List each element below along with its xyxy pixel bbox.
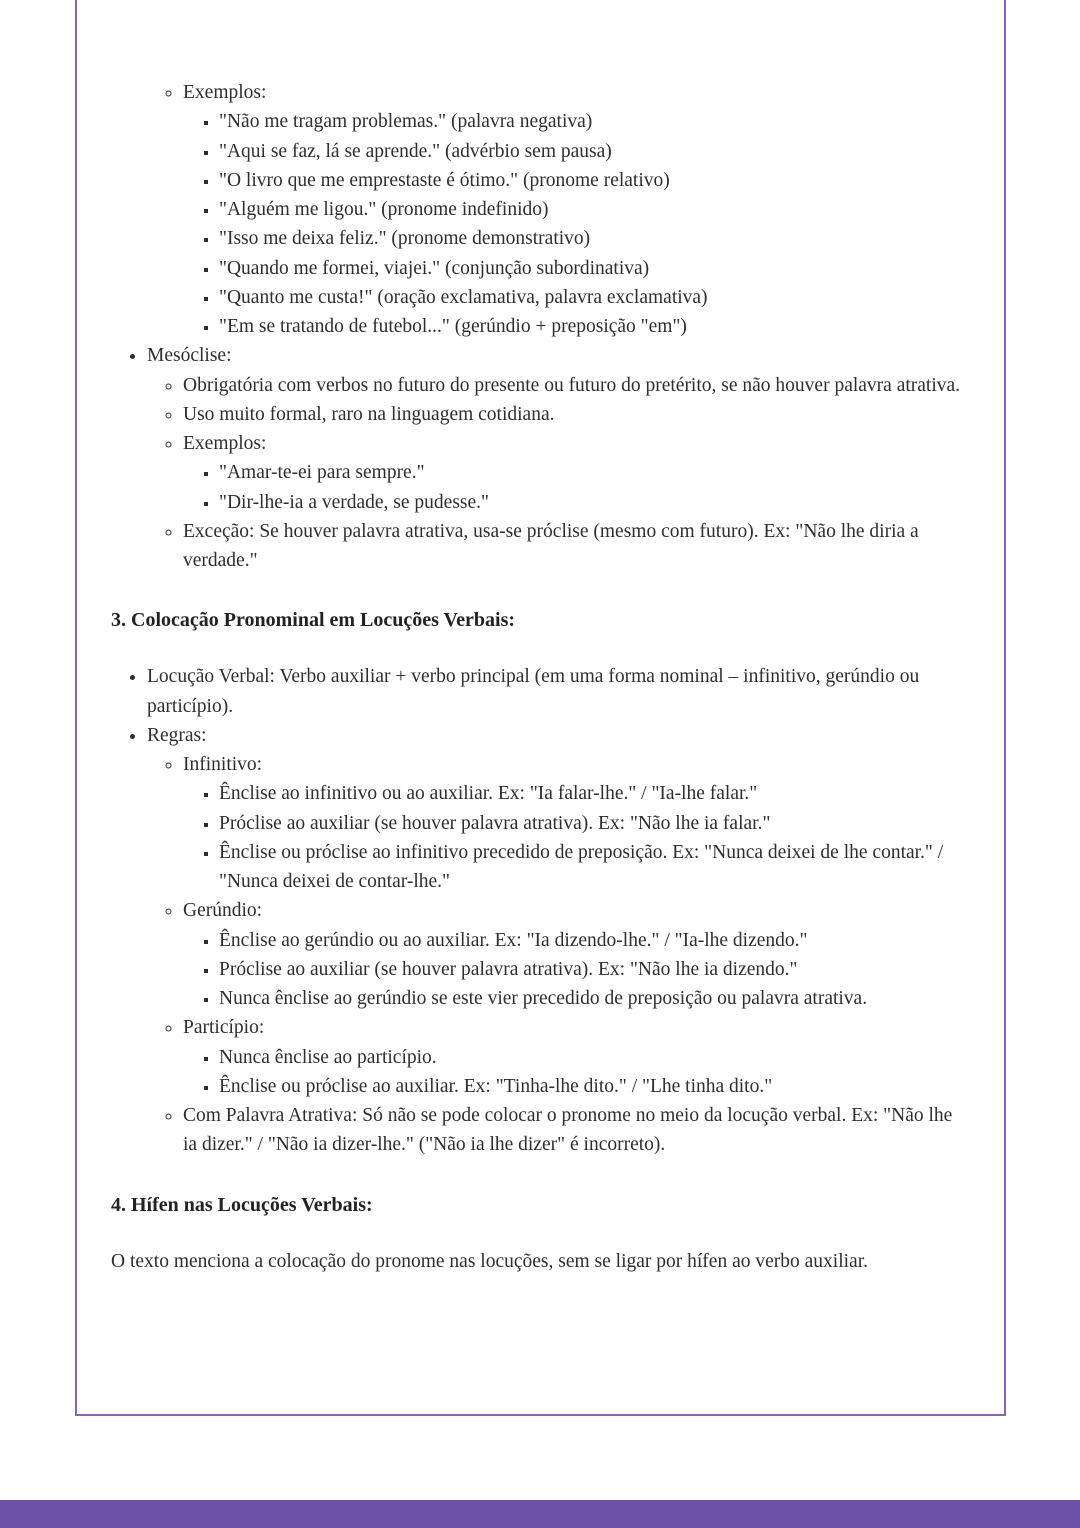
list-item-label: Exemplos:: [183, 82, 267, 103]
mesoclise-sublist: [147, 371, 962, 576]
list-item: ◦ Uso muito formal, raro na linguagem cotidiana.: [183, 400, 962, 429]
mesoclise-list: [111, 341, 962, 575]
list-item: ▪ Próclise ao auxiliar (se houver palavra atrativa). Ex: "Não lhe ia dizendo.": [219, 955, 962, 984]
list-item: ▪ Nunca ênclise ao particípio.: [219, 1043, 962, 1072]
list-item: ▪ "Isso me deixa feliz." (pronome demonstrativo): [219, 224, 962, 253]
list-item: ◦ Obrigatória com verbos no futuro do presente ou futuro do pretérito, se não houver palavra atrativa.: [183, 371, 962, 400]
list-item: ▪ Ênclise ao infinitivo ou ao auxiliar. Ex: "Ia falar-lhe." / "Ia-lhe falar.": [219, 779, 962, 808]
list-item: [183, 429, 962, 517]
list-item: [183, 78, 962, 341]
list-item: ▪ Próclise ao auxiliar (se houver palavra atrativa). Ex: "Não lhe ia falar.": [219, 809, 962, 838]
list-item: ▪ Ênclise ou próclise ao auxiliar. Ex: "Tinha-lhe dito." / "Lhe tinha dito.": [219, 1072, 962, 1101]
list-item: [147, 341, 962, 575]
list-item: [147, 721, 962, 1160]
list-item: ▪ Ênclise ao gerúndio ou ao auxiliar. Ex: "Ia dizendo-lhe." / "Ia-lhe dizendo.": [219, 926, 962, 955]
section-3-heading: 3. Colocação Pronominal em Locuções Verbais:: [111, 609, 516, 632]
list-item: ▪ Ênclise ou próclise ao infinitivo precedido de preposição. Ex: "Nunca deixei de lhe contar." / "Nunca deixei de contar-lhe.": [219, 838, 962, 897]
list-item: ▪ "Quando me formei, viajei." (conjunção subordinativa): [219, 254, 962, 283]
regras-sublist: [147, 750, 962, 1160]
list-item: ▪ "Não me tragam problemas." (palavra negativa): [219, 107, 962, 136]
list-item: [183, 896, 962, 1013]
list-item-label: Mesóclise:: [147, 345, 232, 367]
list-item: ▪ Nunca ênclise ao gerúndio se este vier precedido de preposição ou palavra atrativa.: [219, 984, 962, 1013]
infinitivo-sublist: [183, 779, 962, 896]
list-item-label: Particípio:: [183, 1017, 265, 1039]
list-item: ▪ "Em se tratando de futebol..." (gerúndio + preposição "em"): [219, 312, 962, 341]
list-item: ▪ "Amar-te-ei para sempre.": [219, 458, 962, 487]
list-item: ◦ Exceção: Se houver palavra atrativa, usa-se próclise (mesmo com futuro). Ex: "Não lhe diria a verdade.": [183, 517, 962, 576]
list-item: ▪ "Aqui se faz, lá se aprende." (advérbio sem pausa): [219, 137, 962, 166]
list-item: ▪ "O livro que me emprestaste é ótimo." (pronome relativo): [219, 166, 962, 195]
gerundio-sublist: [183, 926, 962, 1014]
list-item-label: Exemplos:: [183, 433, 267, 454]
list-item: ◦ Com Palavra Atrativa: Só não se pode colocar o pronome no meio da locução verbal. Ex: "Não lhe ia dizer." / "Não ia dizer-lhe." ("Não ia lhe dizer" é incorreto).: [183, 1101, 962, 1160]
document-content: [77, 0, 1004, 1276]
section-4-paragraph: O texto menciona a colocação do pronome nas locuções, sem se ligar por hífen ao verbo auxiliar.: [111, 1250, 868, 1272]
list-item: ▪ "Dir-lhe-ia a verdade, se pudesse.": [219, 488, 962, 517]
examples-sublist: [183, 107, 962, 341]
list-item: ▪ "Alguém me ligou." (pronome indefinido): [219, 195, 962, 224]
section-3-list: [111, 662, 962, 1159]
list-item: ▪ "Quanto me custa!" (oração exclamativa, palavra exclamativa): [219, 283, 962, 312]
footer-bar: [0, 1500, 1080, 1528]
participio-sublist: [183, 1043, 962, 1102]
list-item-label: Gerúndio:: [183, 900, 263, 922]
list-item-label: Infinitivo:: [183, 754, 263, 775]
mesoclise-examples: [183, 458, 962, 517]
list-item: • Locução Verbal: Verbo auxiliar + verbo principal (em uma forma nominal – infinitivo, gerúndio ou particípio).: [147, 662, 962, 721]
examples-list: [111, 78, 962, 341]
list-item: [183, 750, 962, 896]
list-item: [183, 1013, 962, 1101]
list-item-label: Regras:: [147, 724, 207, 746]
section-4-heading: 4. Hífen nas Locuções Verbais:: [111, 1193, 373, 1216]
document-frame: [75, 0, 1006, 1416]
